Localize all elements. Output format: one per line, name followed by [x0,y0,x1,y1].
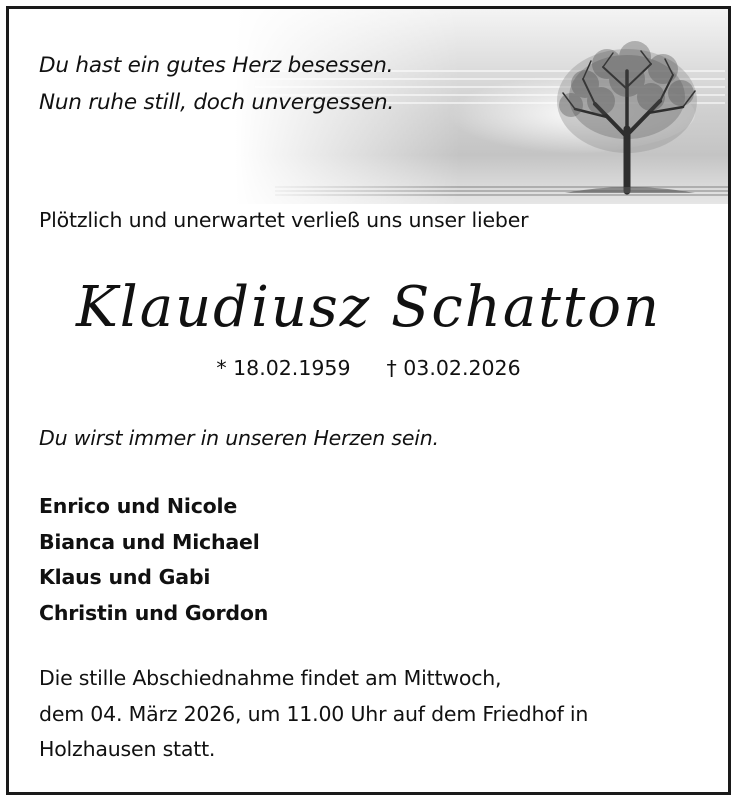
funeral-line: Holzhausen statt. [39,737,216,761]
funeral-line: dem 04. März 2026, um 11.00 Uhr auf dem Friedhof in [39,701,589,726]
mourner: Enrico und Nicole [39,494,238,518]
intro-text: Plötzlich und unerwartet verließ uns unser lieber [39,208,529,232]
opening-quote [39,47,394,121]
death-date: † 03.02.2026 [386,356,521,380]
mourner: Christin und Gordon [39,600,269,625]
memory-line: Du wirst immer in unseren Herzen sein. [39,426,439,450]
obituary-notice [6,6,731,795]
life-dates [9,356,728,380]
birth-date: * 18.02.1959 [216,356,351,380]
mourners-list [39,489,268,631]
mourner: Klaus und Gabi [39,565,211,589]
quote-line: Nun ruhe still, doch unvergessen. [39,90,395,115]
quote-line: Du hast ein gutes Herz besessen. [39,53,394,78]
funeral-details [39,661,588,768]
deceased-name: Klaudiusz Schatton [75,275,662,340]
mourner: Bianca und Michael [39,529,260,554]
funeral-line: Die stille Abschiednahme findet am Mittwoch, [39,666,502,690]
